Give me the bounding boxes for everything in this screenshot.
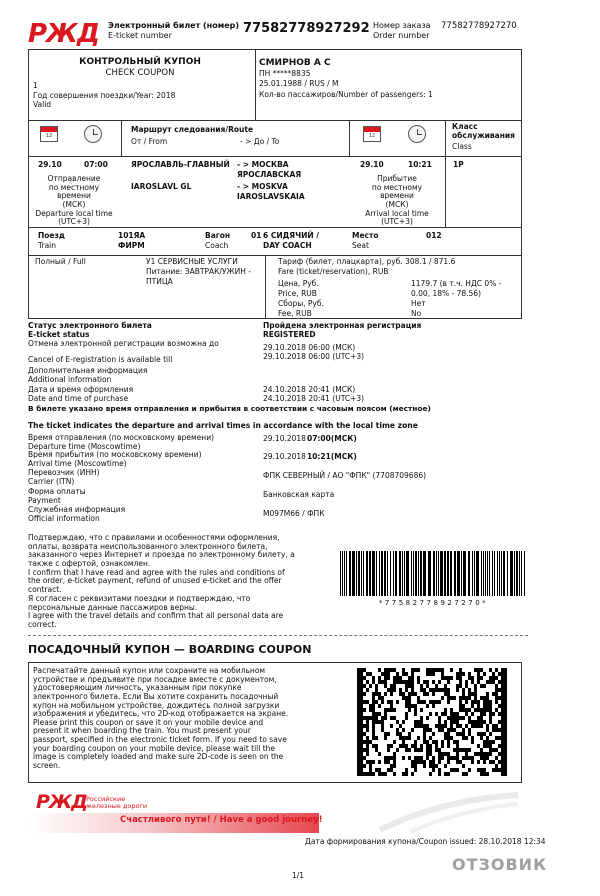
barcode-bar — [476, 551, 479, 596]
carrier-label-ru: Перевозчик (ИНН) — [28, 468, 100, 477]
2d-barcode-module — [378, 752, 381, 756]
2d-barcode-module — [429, 712, 432, 716]
2d-barcode-module — [393, 740, 396, 744]
barcode-bar — [381, 551, 383, 596]
barcode-bar — [507, 551, 508, 596]
timezone-note-en: The ticket indicates the departure and arrival times in accordance with the local time zone — [28, 421, 418, 430]
from-station-en: IAROSLAVL GL — [131, 182, 192, 191]
official-label-en: Official information — [28, 514, 100, 523]
barcode-bar — [356, 551, 357, 596]
barcode-bar — [361, 551, 362, 596]
status-label-ru: Статус электронного билета — [28, 321, 152, 330]
price-label-en: Price, RUB — [278, 289, 317, 298]
barcode — [340, 551, 527, 596]
order-label-ru: Номер заказа — [373, 21, 431, 30]
2d-barcode-module — [390, 724, 393, 728]
good-journey: Счастливого пути! / Have a good journey! — [120, 815, 323, 825]
barcode-bar — [399, 551, 401, 596]
barcode-bar — [366, 551, 368, 596]
birth-date: 25.01.1988 / RUS / M — [259, 79, 339, 88]
order-number: 77582778927270 — [441, 21, 517, 31]
barcode-bar — [436, 551, 437, 596]
2d-barcode-module — [471, 760, 474, 764]
calendar-icon: 12 — [40, 126, 58, 142]
barcode-bar — [440, 551, 443, 596]
barcode-bar — [499, 551, 500, 596]
train-brand: ФИРМ — [118, 241, 145, 250]
official-label-ru: Служебная информация — [28, 505, 126, 514]
seat-label-en: Seat — [352, 241, 369, 250]
moscow-arr-label-en: Arrival time (Moscowtime) — [28, 459, 127, 468]
carrier-value: ФПК СЕВЕРНЫЙ / АО "ФПК" (7708709686) — [263, 471, 427, 480]
barcode-bar — [411, 551, 412, 596]
coach-label-ru: Вагон — [205, 231, 231, 240]
2d-barcode-module — [369, 684, 372, 688]
coupon-count: 1 — [33, 81, 38, 90]
2d-barcode-module — [417, 668, 420, 672]
2d-barcode-module — [414, 768, 417, 772]
order-label-en: Order number — [373, 31, 430, 40]
moscow-arr-time: 10:21(МСК) — [307, 452, 357, 461]
2d-barcode-module — [441, 696, 444, 700]
2d-barcode-module — [480, 724, 483, 728]
2d-barcode-module — [438, 700, 441, 704]
from-label: От / From — [131, 137, 168, 146]
2d-barcode-module — [432, 672, 435, 676]
rzd-footer-logo: РЖД — [36, 791, 88, 813]
2d-barcode-module — [384, 736, 387, 740]
2d-barcode-module — [378, 704, 381, 708]
purchase-label-ru: Дата и время оформления — [28, 385, 134, 394]
cancel-label-ru: Отмена электронной регистрации возможна до — [28, 339, 219, 348]
barcode-bar — [472, 551, 473, 596]
tariff-line-ru: Тариф (билет, плацкарта), руб. 308.1 / 871.6 — [278, 257, 456, 266]
barcode-bar — [524, 551, 525, 596]
2d-barcode-module — [420, 708, 423, 712]
2d-barcode-module — [363, 692, 366, 696]
barcode-bar — [519, 551, 520, 596]
2d-barcode-module — [411, 728, 414, 732]
2d-barcode-module — [429, 772, 432, 776]
2d-barcode-module — [393, 688, 396, 692]
official-value: М097М66 / ФПК — [263, 509, 325, 518]
rzd-logo: РЖД — [28, 19, 100, 49]
barcode-bar — [454, 551, 456, 596]
barcode-bar — [387, 551, 388, 596]
barcode-bar — [485, 551, 486, 596]
2d-barcode-module — [477, 760, 480, 764]
2d-barcode-module — [456, 768, 459, 772]
barcode-bar — [358, 551, 360, 596]
2d-barcode-module — [393, 764, 396, 768]
arrival-local-note: Прибытие по местному времени (МСК) Arrival local time (UTC+3) — [365, 174, 429, 227]
2d-barcode-module — [408, 708, 411, 712]
2d-barcode-module — [471, 740, 474, 744]
valid-label: Valid — [33, 100, 52, 109]
barcode-bar — [492, 551, 493, 596]
2d-barcode-module — [444, 764, 447, 768]
2d-barcode-module — [468, 768, 471, 772]
2d-barcode-module — [402, 728, 405, 732]
2d-barcode-module — [372, 772, 375, 776]
cancel-label-en: Cancel of E-registration is available till — [28, 355, 173, 364]
2d-barcode-module — [363, 708, 366, 712]
2d-barcode-module — [396, 748, 399, 752]
barcode-bar — [447, 551, 449, 596]
barcode-bar — [418, 551, 419, 596]
2d-barcode-module — [456, 688, 459, 692]
barcode-bar — [521, 551, 522, 596]
2d-barcode-module — [471, 712, 474, 716]
2d-barcode-module — [489, 732, 492, 736]
barcode-bar — [474, 551, 475, 596]
departure-local-note: Отправление по местному времени (МСК) Departure local time (UTC+3) — [35, 174, 113, 227]
barcode-bar — [363, 551, 364, 596]
barcode-bar — [501, 551, 502, 596]
2d-barcode-module — [468, 748, 471, 752]
barcode-bar — [438, 551, 439, 596]
2d-barcode-module — [432, 732, 435, 736]
otzovik-watermark: ОТЗОВИК — [452, 855, 548, 874]
2d-barcode-module — [423, 764, 426, 768]
barcode-bar — [487, 551, 488, 596]
2d-barcode-module — [402, 756, 405, 760]
2d-barcode-module — [366, 728, 369, 732]
2d-barcode-module — [396, 700, 399, 704]
status-label-en: E-ticket status — [28, 330, 90, 339]
2d-barcode-module — [426, 716, 429, 720]
2d-barcode-module — [408, 736, 411, 740]
2d-barcode-module — [393, 708, 396, 712]
2d-barcode-module — [366, 752, 369, 756]
2d-barcode-module — [447, 772, 450, 776]
2d-barcode-module — [384, 772, 387, 776]
price-value-1: 1179.7 (в т.ч. НДС 0% - — [411, 279, 502, 288]
services-1: У1 СЕРВИСНЫЕ УСЛУГИ — [146, 257, 238, 266]
barcode-bar — [444, 551, 446, 596]
2d-barcode-module — [381, 700, 384, 704]
2d-barcode-module — [390, 692, 393, 696]
barcode-bar — [516, 551, 518, 596]
services-3: ПТИЦА — [146, 277, 173, 286]
2d-barcode-module — [384, 692, 387, 696]
2d-barcode-module — [411, 772, 414, 776]
barcode-caption: *77582778927270* — [378, 599, 489, 607]
status-value-ru: Пройдена электронная регистрация — [263, 321, 422, 330]
2d-barcode-module — [465, 736, 468, 740]
check-coupon-title-en: CHECK COUPON — [105, 68, 175, 78]
class-label-ru: Класс обслуживания — [452, 122, 515, 140]
barcode-bar — [402, 551, 403, 596]
2d-barcode-module — [462, 716, 465, 720]
barcode-bar — [428, 551, 431, 596]
info-label-ru: Дополнительная информация — [28, 366, 148, 375]
from-station-ru: ЯРОСЛАВЛЬ-ГЛАВНЫЙ — [131, 160, 230, 169]
coach-type-en: DAY COACH — [263, 241, 312, 250]
seat-number: 012 — [426, 231, 442, 240]
to-station-ru-2: ЯРОСЛАВСКАЯ — [237, 170, 302, 179]
barcode-bar — [503, 551, 505, 596]
rzd-name: Российские железные дороги — [86, 795, 148, 811]
barcode-bar — [393, 551, 394, 596]
services-2: Питание: ЗАВТРАК/УЖИН - — [146, 267, 251, 276]
2d-barcode — [357, 668, 507, 776]
train-label-ru: Поезд — [38, 231, 65, 240]
moscow-arr-date: 29.10.2018 — [263, 452, 306, 461]
price-value-2: 0.00, 18% - 78.56) — [411, 289, 482, 298]
payment-value: Банковская карта — [263, 490, 335, 499]
2d-barcode-module — [447, 680, 450, 684]
info-label-en: Additional information — [28, 375, 112, 384]
2d-barcode-module — [375, 736, 378, 740]
barcode-bar — [489, 551, 490, 596]
2d-barcode-module — [447, 700, 450, 704]
2d-barcode-module — [426, 692, 429, 696]
2d-barcode-module — [438, 680, 441, 684]
barcode-bar — [406, 551, 409, 596]
status-value-en: REGISTERED — [263, 330, 316, 339]
2d-barcode-module — [363, 764, 366, 768]
2d-barcode-module — [417, 736, 420, 740]
2d-barcode-module — [438, 772, 441, 776]
2d-barcode-module — [432, 692, 435, 696]
2d-barcode-module — [450, 676, 453, 680]
barcode-bar — [342, 551, 343, 596]
barcode-bar — [390, 551, 391, 596]
2d-barcode-module — [447, 760, 450, 764]
tariff-line-en: Fare (ticket/reservation), RUB — [278, 267, 389, 276]
timezone-note-ru: В билете указано время отправления и прибытия в соответствии с часовым поясом (местное) — [28, 404, 431, 413]
barcode-bar — [497, 551, 498, 596]
barcode-bar — [423, 551, 426, 596]
barcode-bar — [395, 551, 397, 596]
cut-line — [28, 635, 528, 636]
passport: ПН *****8835 — [259, 69, 311, 78]
barcode-bar — [468, 551, 470, 596]
barcode-bar — [369, 551, 371, 596]
ticket-number: 77582778927292 — [243, 21, 370, 36]
2d-barcode-module — [426, 704, 429, 708]
moscow-dep-time: 07:00(МСК) — [307, 434, 357, 443]
2d-barcode-module — [486, 772, 489, 776]
fare-type: Полный / Full — [35, 257, 86, 266]
boarding-title: ПОСАДОЧНЫЙ КУПОН — BOARDING COUPON — [28, 643, 312, 656]
clock-icon — [408, 125, 426, 143]
2d-barcode-module — [441, 756, 444, 760]
2d-barcode-module — [432, 768, 435, 772]
route-label: Маршрут следования/Route — [131, 125, 254, 134]
fee-label-ru: Сборы, Руб. — [278, 299, 324, 308]
payment-label-en: Payment — [28, 496, 61, 505]
payment-label-ru: Форма оплаты — [28, 487, 86, 496]
2d-barcode-module — [462, 764, 465, 768]
fee-label-en: Fee, RUB — [278, 309, 312, 318]
seat-label-ru: Место — [352, 231, 379, 240]
barcode-bar — [376, 551, 377, 596]
to-station-en-1: - > MOSKVA — [237, 182, 288, 191]
passenger-name: СМИРНОВ А С — [259, 58, 331, 68]
2d-barcode-module — [504, 772, 507, 776]
arrival-time: 10:21 — [408, 160, 432, 169]
2d-barcode-module — [405, 716, 408, 720]
coach-type: 6 СИДЯЧИЙ / — [263, 231, 320, 240]
2d-barcode-module — [441, 744, 444, 748]
barcode-bar — [457, 551, 460, 596]
barcode-bar — [384, 551, 386, 596]
moscow-dep-label-en: Departure time (Moscowtime) — [28, 442, 141, 451]
swoosh-graphic — [370, 790, 520, 835]
2d-barcode-module — [387, 732, 390, 736]
coupon-issued: Дата формирования купона/Coupon issued: 28.10.2018 12:34 — [305, 837, 546, 846]
2d-barcode-module — [480, 676, 483, 680]
2d-barcode-module — [483, 760, 486, 764]
2d-barcode-module — [372, 760, 375, 764]
cancel-value-2: 29.10.2018 06:00 (UTC+3) — [263, 352, 365, 361]
barcode-bar — [413, 551, 414, 596]
arrival-date: 29.10 — [360, 160, 384, 169]
moscow-arr-label-ru: Время прибытия (по московскому времени) — [28, 450, 202, 459]
barcode-bar — [450, 551, 452, 596]
barcode-bar — [346, 551, 347, 596]
barcode-bar — [461, 551, 462, 596]
fee-value-en: No — [411, 309, 422, 318]
clock-icon — [84, 125, 102, 143]
barcode-bar — [404, 551, 405, 596]
2d-barcode-module — [393, 772, 396, 776]
page-number: 1/1 — [292, 871, 305, 880]
2d-barcode-module — [432, 704, 435, 708]
2d-barcode-module — [489, 752, 492, 756]
barcode-bar — [352, 551, 355, 596]
train-number: 101ЯА — [118, 231, 146, 240]
barcode-bar — [420, 551, 422, 596]
2d-barcode-module — [453, 696, 456, 700]
2d-barcode-module — [483, 672, 486, 676]
coach-number: 01 — [251, 231, 262, 240]
barcode-bar — [415, 551, 417, 596]
departure-date: 29.10 — [38, 160, 62, 169]
year-line: Год совершения поездки/Year: 2018 — [33, 91, 176, 100]
2d-barcode-module — [390, 744, 393, 748]
fee-value-ru: Нет — [411, 299, 426, 308]
2d-barcode-module — [462, 672, 465, 676]
class-label-en: Class — [452, 142, 472, 151]
2d-barcode-module — [450, 668, 453, 672]
barcode-bar — [349, 551, 351, 596]
barcode-bar — [433, 551, 435, 596]
2d-barcode-module — [405, 772, 408, 776]
boarding-instructions: Распечатайте данный купон или сохраните на мобильном устройстве и предъявите при посадке вместе с документом, удостоверяющим личность, указанным при покупке электронного билета. Если Вы хотите сохранить посадочный купон на мобильном устройстве, дождитесь полной загрузки изображения и убедитесь, что 2D-код отображается на экране. Please print this coupon or save it on your mobile device and present it when boarding the train. You must present your passport, specified in the electronic ticket form. If you need to save your boarding coupon on your mobile device, please wait till the image is completely loaded and make sure 2D-code is seen on the screen. — [33, 666, 289, 770]
train-label-en: Train — [38, 241, 56, 250]
2d-barcode-module — [402, 720, 405, 724]
barcode-bar — [514, 551, 515, 596]
confirmation-text: Подтверждаю, что с правилами и особенностями оформления, оплаты, возврата неиспользованного электронного билета, заказанного через Интернет и проезда по электронному билету, а также с офертой, ознакомлен. I confirm that I have read and agree with the rules and conditions of the order, e-ticket payment, refund of unused e-ticket and the offer contract. Я согласен с реквизитами поездки и подтверждаю, что персональные данные пассажиров верны. I agree with the travel details and confirm that all personal data are correct. — [28, 533, 295, 629]
eticket-label-ru: Электронный билет (номер) — [108, 21, 240, 30]
2d-barcode-module — [492, 740, 495, 744]
barcode-bar — [463, 551, 466, 596]
2d-barcode-module — [366, 688, 369, 692]
2d-barcode-module — [384, 716, 387, 720]
class-value: 1Р — [453, 160, 464, 169]
barcode-bar — [481, 551, 482, 596]
cancel-value-1: 29.10.2018 06:00 (МСК) — [263, 343, 356, 352]
moscow-dep-date: 29.10.2018 — [263, 434, 306, 443]
2d-barcode-module — [420, 748, 423, 752]
price-label-ru: Цена, Руб. — [278, 279, 319, 288]
purchase-value-2: 24.10.2018 20:41 (UTC+3) — [263, 394, 365, 403]
departure-time: 07:00 — [84, 160, 108, 169]
2d-barcode-module — [483, 712, 486, 716]
2d-barcode-module — [483, 684, 486, 688]
to-label: - > До / To — [240, 137, 280, 146]
2d-barcode-module — [378, 760, 381, 764]
moscow-dep-label-ru: Время отправления (по московскому времени) — [28, 433, 214, 442]
barcode-bar — [510, 551, 513, 596]
2d-barcode-module — [465, 772, 468, 776]
coach-label-en: Coach — [205, 241, 229, 250]
2d-barcode-module — [387, 748, 390, 752]
barcode-bar — [340, 551, 341, 596]
barcode-bar — [344, 551, 345, 596]
2d-barcode-module — [438, 760, 441, 764]
purchase-label-en: Date and time of purchase — [28, 394, 129, 403]
barcode-bar — [379, 551, 380, 596]
check-coupon-title-ru: КОНТРОЛЬНЫЙ КУПОН — [79, 57, 201, 67]
eticket-label-en: E-ticket number — [108, 31, 172, 40]
2d-barcode-module — [387, 676, 390, 680]
2d-barcode-module — [447, 744, 450, 748]
barcode-bar — [483, 551, 484, 596]
2d-barcode-module — [408, 748, 411, 752]
to-station-ru-1: - > МОСКВА — [237, 160, 289, 169]
carrier-label-en: Carrier (ITN) — [28, 477, 75, 486]
barcode-bar — [494, 551, 495, 596]
passengers-count: Кол-во пассажиров/Number of passengers: 1 — [259, 90, 433, 99]
purchase-value-1: 24.10.2018 20:41 (МСК) — [263, 385, 356, 394]
2d-barcode-module — [465, 700, 468, 704]
to-station-en-2: IAROSLAVSKAIA — [237, 192, 305, 201]
2d-barcode-module — [492, 712, 495, 716]
2d-barcode-module — [414, 712, 417, 716]
barcode-bar — [372, 551, 375, 596]
calendar-icon: 12 — [363, 126, 381, 142]
